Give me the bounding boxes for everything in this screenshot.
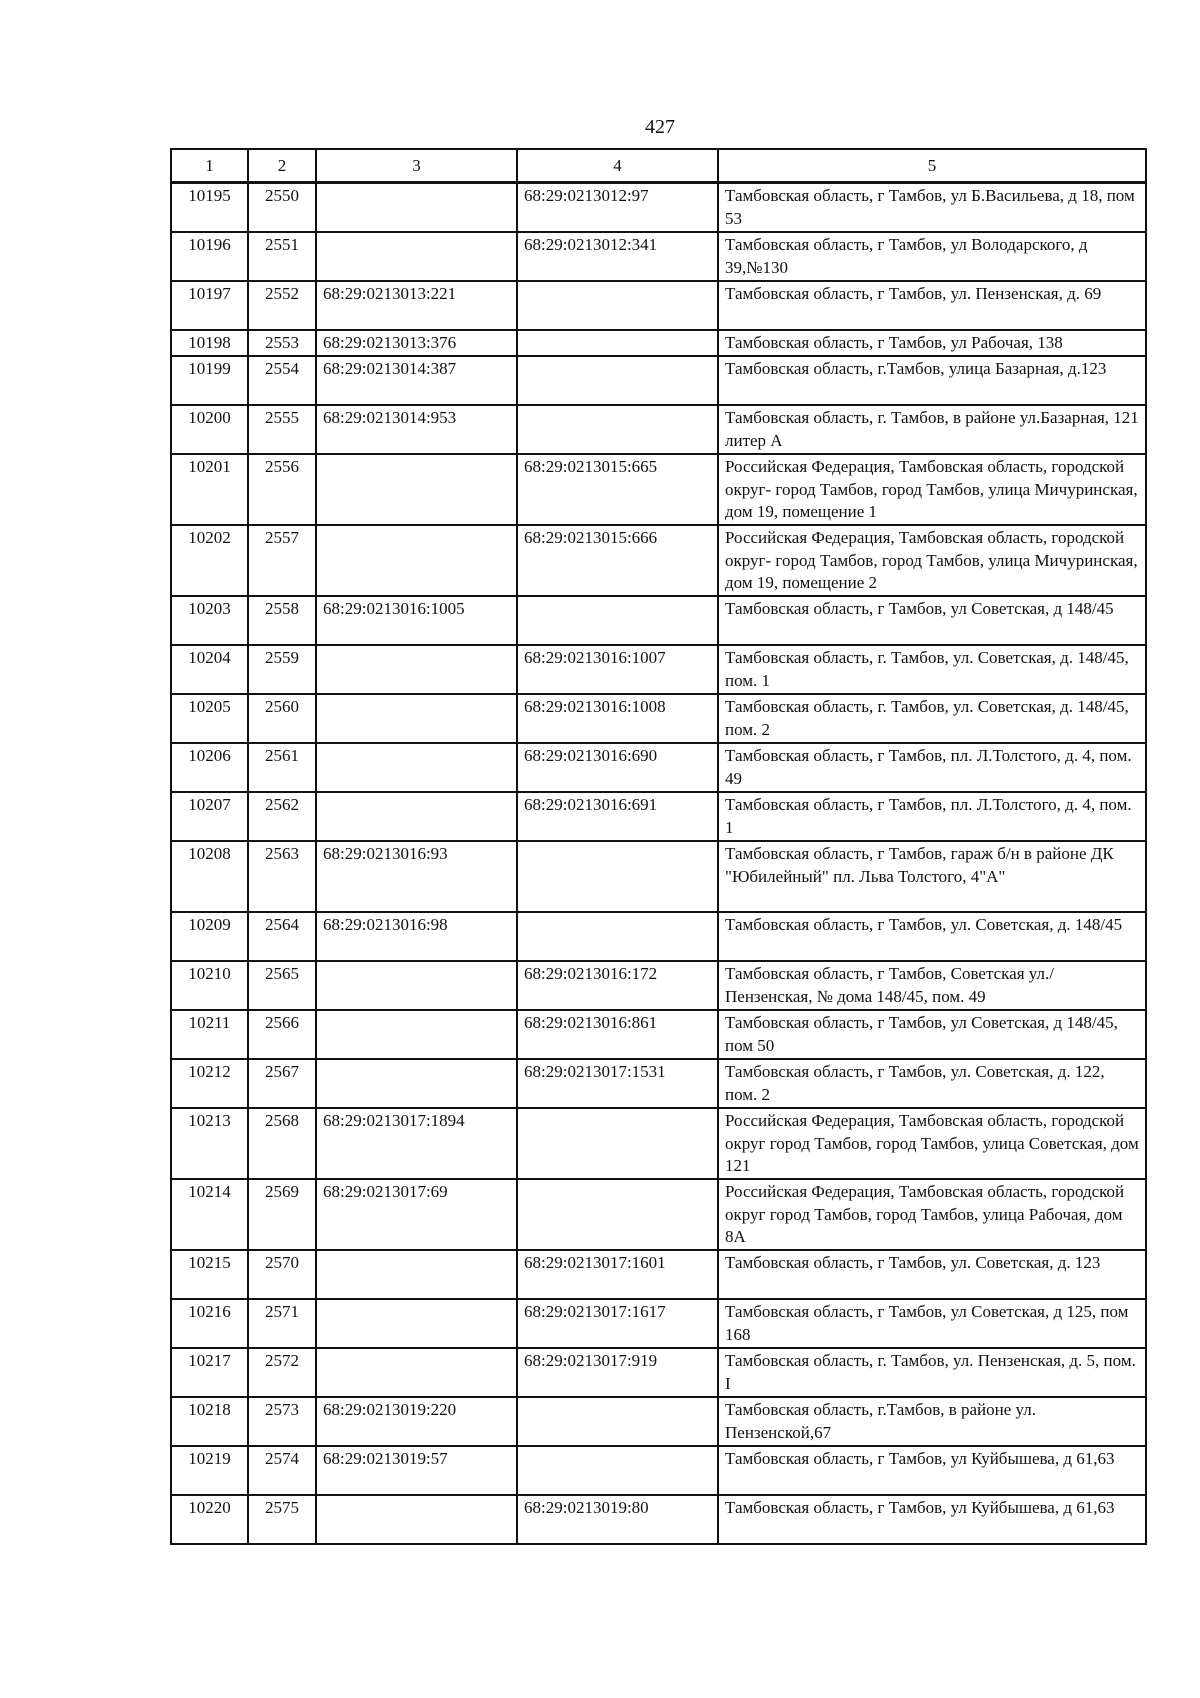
- table-row: [171, 356, 1146, 405]
- row-id: 2567: [248, 1059, 316, 1108]
- row-number: 10198: [171, 330, 248, 356]
- address-cell: Тамбовская область, г.Тамбов, улица Базарная, д.123: [718, 356, 1146, 405]
- cadastral-object-cell: [517, 912, 718, 961]
- cadastral-land-cell: [316, 645, 517, 694]
- row-id: 2562: [248, 792, 316, 841]
- row-number: 10213: [171, 1108, 248, 1179]
- table-row: [171, 330, 1146, 356]
- cadastral-object-cell: [517, 596, 718, 645]
- cadastral-object-cell: 68:29:0213016:1008: [517, 694, 718, 743]
- row-id: 2552: [248, 281, 316, 330]
- registry-table: [170, 148, 1147, 1545]
- table-row: [171, 232, 1146, 281]
- table-row: [171, 183, 1146, 233]
- row-number: 10201: [171, 454, 248, 525]
- cadastral-land-cell: [316, 183, 517, 233]
- row-id: 2574: [248, 1446, 316, 1495]
- address-cell: Тамбовская область, г Тамбов, ул. Советская, д. 122, пом. 2: [718, 1059, 1146, 1108]
- row-id: 2566: [248, 1010, 316, 1059]
- cadastral-land-cell: [316, 1299, 517, 1348]
- column-header: 4: [517, 149, 718, 183]
- row-number: 10202: [171, 525, 248, 596]
- row-id: 2563: [248, 841, 316, 912]
- cadastral-land-cell: [316, 1010, 517, 1059]
- cadastral-land-cell: 68:29:0213014:387: [316, 356, 517, 405]
- row-id: 2565: [248, 961, 316, 1010]
- cadastral-object-cell: 68:29:0213015:665: [517, 454, 718, 525]
- address-cell: Тамбовская область, г. Тамбов, ул. Советская, д. 148/45, пом. 2: [718, 694, 1146, 743]
- cadastral-land-cell: [316, 232, 517, 281]
- address-cell: Тамбовская область, г Тамбов, ул Володарского, д 39,№130: [718, 232, 1146, 281]
- table-row: [171, 694, 1146, 743]
- cadastral-land-cell: [316, 1250, 517, 1299]
- table-row: [171, 281, 1146, 330]
- row-number: 10196: [171, 232, 248, 281]
- row-number: 10197: [171, 281, 248, 330]
- row-number: 10208: [171, 841, 248, 912]
- table-row: [171, 961, 1146, 1010]
- cadastral-land-cell: 68:29:0213019:57: [316, 1446, 517, 1495]
- cadastral-land-cell: [316, 1348, 517, 1397]
- row-id: 2555: [248, 405, 316, 454]
- cadastral-object-cell: 68:29:0213017:1617: [517, 1299, 718, 1348]
- cadastral-object-cell: 68:29:0213017:1601: [517, 1250, 718, 1299]
- table-row: [171, 525, 1146, 596]
- address-cell: Тамбовская область, г. Тамбов, ул. Советская, д. 148/45, пом. 1: [718, 645, 1146, 694]
- row-id: 2573: [248, 1397, 316, 1446]
- cadastral-object-cell: 68:29:0213016:172: [517, 961, 718, 1010]
- address-cell: Тамбовская область, г.Тамбов, в районе ул. Пензенской,67: [718, 1397, 1146, 1446]
- cadastral-land-cell: 68:29:0213017:1894: [316, 1108, 517, 1179]
- address-cell: Тамбовская область, г Тамбов, ул Б.Васильева, д 18, пом 53: [718, 183, 1146, 233]
- address-cell: Тамбовская область, г Тамбов, ул. Советская, д. 123: [718, 1250, 1146, 1299]
- row-number: 10207: [171, 792, 248, 841]
- row-id: 2559: [248, 645, 316, 694]
- cadastral-land-cell: [316, 525, 517, 596]
- cadastral-land-cell: [316, 454, 517, 525]
- cadastral-object-cell: 68:29:0213016:1007: [517, 645, 718, 694]
- address-cell: Тамбовская область, г Тамбов, ул Куйбышева, д 61,63: [718, 1446, 1146, 1495]
- cadastral-land-cell: 68:29:0213013:376: [316, 330, 517, 356]
- address-cell: Тамбовская область, г Тамбов, пл. Л.Толстого, д. 4, пом. 1: [718, 792, 1146, 841]
- row-number: 10211: [171, 1010, 248, 1059]
- table-row: [171, 1250, 1146, 1299]
- cadastral-object-cell: [517, 1397, 718, 1446]
- table-row: [171, 1179, 1146, 1250]
- cadastral-object-cell: 68:29:0213015:666: [517, 525, 718, 596]
- table-row: [171, 1495, 1146, 1544]
- row-number: 10204: [171, 645, 248, 694]
- column-header: 3: [316, 149, 517, 183]
- table-row: [171, 405, 1146, 454]
- address-cell: Российская Федерация, Тамбовская область, городской округ- город Тамбов, город Тамбов, улица Мичуринская, дом 19, помещение 2: [718, 525, 1146, 596]
- row-number: 10206: [171, 743, 248, 792]
- address-cell: Тамбовская область, г Тамбов, Советская ул./Пензенская, № дома 148/45, пом. 49: [718, 961, 1146, 1010]
- row-id: 2554: [248, 356, 316, 405]
- row-id: 2564: [248, 912, 316, 961]
- table-row: [171, 912, 1146, 961]
- cadastral-land-cell: 68:29:0213016:98: [316, 912, 517, 961]
- row-id: 2570: [248, 1250, 316, 1299]
- row-number: 10200: [171, 405, 248, 454]
- address-cell: Российская Федерация, Тамбовская область, городской округ город Тамбов, город Тамбов, улица Рабочая, дом 8А: [718, 1179, 1146, 1250]
- cadastral-object-cell: [517, 330, 718, 356]
- cadastral-object-cell: [517, 405, 718, 454]
- address-cell: Тамбовская область, г Тамбов, ул Советская, д 148/45, пом 50: [718, 1010, 1146, 1059]
- row-number: 10214: [171, 1179, 248, 1250]
- table-row: [171, 743, 1146, 792]
- page-number: 427: [645, 116, 675, 138]
- row-id: 2557: [248, 525, 316, 596]
- address-cell: Российская Федерация, Тамбовская область, городской округ город Тамбов, город Тамбов, улица Советская, дом 121: [718, 1108, 1146, 1179]
- row-id: 2568: [248, 1108, 316, 1179]
- row-id: 2551: [248, 232, 316, 281]
- row-id: 2558: [248, 596, 316, 645]
- cadastral-land-cell: [316, 1059, 517, 1108]
- row-number: 10210: [171, 961, 248, 1010]
- row-number: 10199: [171, 356, 248, 405]
- row-id: 2569: [248, 1179, 316, 1250]
- row-id: 2575: [248, 1495, 316, 1544]
- row-id: 2561: [248, 743, 316, 792]
- cadastral-land-cell: [316, 743, 517, 792]
- table-row: [171, 1446, 1146, 1495]
- cadastral-land-cell: [316, 1495, 517, 1544]
- cadastral-object-cell: 68:29:0213012:97: [517, 183, 718, 233]
- row-id: 2560: [248, 694, 316, 743]
- cadastral-land-cell: 68:29:0213017:69: [316, 1179, 517, 1250]
- row-id: 2553: [248, 330, 316, 356]
- table-row: [171, 1348, 1146, 1397]
- address-cell: Тамбовская область, г Тамбов, ул. Советская, д. 148/45: [718, 912, 1146, 961]
- row-id: 2571: [248, 1299, 316, 1348]
- cadastral-object-cell: [517, 1179, 718, 1250]
- address-cell: Тамбовская область, г. Тамбов, ул. Пензенская, д. 5, пом. I: [718, 1348, 1146, 1397]
- address-cell: Тамбовская область, г Тамбов, ул Советская, д 125, пом 168: [718, 1299, 1146, 1348]
- address-cell: Тамбовская область, г Тамбов, ул Советская, д 148/45: [718, 596, 1146, 645]
- row-number: 10215: [171, 1250, 248, 1299]
- cadastral-object-cell: 68:29:0213016:861: [517, 1010, 718, 1059]
- cadastral-land-cell: [316, 792, 517, 841]
- cadastral-object-cell: 68:29:0213017:919: [517, 1348, 718, 1397]
- row-number: 10205: [171, 694, 248, 743]
- cadastral-object-cell: 68:29:0213012:341: [517, 232, 718, 281]
- table-row: [171, 792, 1146, 841]
- cadastral-land-cell: [316, 694, 517, 743]
- row-number: 10216: [171, 1299, 248, 1348]
- table-row: [171, 1397, 1146, 1446]
- column-header: 2: [248, 149, 316, 183]
- row-id: 2556: [248, 454, 316, 525]
- column-header: 5: [718, 149, 1146, 183]
- address-cell: Тамбовская область, г Тамбов, гараж б/н в районе ДК "Юбилейный" пл. Льва Толстого, 4"А": [718, 841, 1146, 912]
- row-id: 2550: [248, 183, 316, 233]
- row-number: 10220: [171, 1495, 248, 1544]
- cadastral-object-cell: [517, 1108, 718, 1179]
- cadastral-object-cell: 68:29:0213019:80: [517, 1495, 718, 1544]
- row-id: 2572: [248, 1348, 316, 1397]
- cadastral-land-cell: [316, 961, 517, 1010]
- row-number: 10195: [171, 183, 248, 233]
- header-row: [171, 149, 1146, 183]
- cadastral-land-cell: 68:29:0213014:953: [316, 405, 517, 454]
- table-row: [171, 841, 1146, 912]
- table-row: [171, 645, 1146, 694]
- row-number: 10218: [171, 1397, 248, 1446]
- table-row: [171, 454, 1146, 525]
- address-cell: Тамбовская область, г Тамбов, ул. Пензенская, д. 69: [718, 281, 1146, 330]
- address-cell: Тамбовская область, г Тамбов, ул Рабочая, 138: [718, 330, 1146, 356]
- row-number: 10209: [171, 912, 248, 961]
- row-number: 10203: [171, 596, 248, 645]
- cadastral-land-cell: 68:29:0213016:1005: [316, 596, 517, 645]
- cadastral-object-cell: [517, 1446, 718, 1495]
- cadastral-land-cell: 68:29:0213019:220: [316, 1397, 517, 1446]
- row-number: 10217: [171, 1348, 248, 1397]
- row-number: 10219: [171, 1446, 248, 1495]
- column-header: 1: [171, 149, 248, 183]
- table-row: [171, 1299, 1146, 1348]
- table-row: [171, 1010, 1146, 1059]
- cadastral-object-cell: [517, 281, 718, 330]
- address-cell: Российская Федерация, Тамбовская область, городской округ- город Тамбов, город Тамбов, улица Мичуринская, дом 19, помещение 1: [718, 454, 1146, 525]
- cadastral-object-cell: 68:29:0213017:1531: [517, 1059, 718, 1108]
- address-cell: Тамбовская область, г Тамбов, пл. Л.Толстого, д. 4, пом. 49: [718, 743, 1146, 792]
- cadastral-object-cell: [517, 356, 718, 405]
- cadastral-object-cell: 68:29:0213016:691: [517, 792, 718, 841]
- cadastral-object-cell: 68:29:0213016:690: [517, 743, 718, 792]
- table-row: [171, 596, 1146, 645]
- table-row: [171, 1108, 1146, 1179]
- cadastral-land-cell: 68:29:0213013:221: [316, 281, 517, 330]
- address-cell: Тамбовская область, г. Тамбов, в районе ул.Базарная, 121 литер А: [718, 405, 1146, 454]
- cadastral-object-cell: [517, 841, 718, 912]
- table-row: [171, 1059, 1146, 1108]
- row-number: 10212: [171, 1059, 248, 1108]
- cadastral-land-cell: 68:29:0213016:93: [316, 841, 517, 912]
- address-cell: Тамбовская область, г Тамбов, ул Куйбышева, д 61,63: [718, 1495, 1146, 1544]
